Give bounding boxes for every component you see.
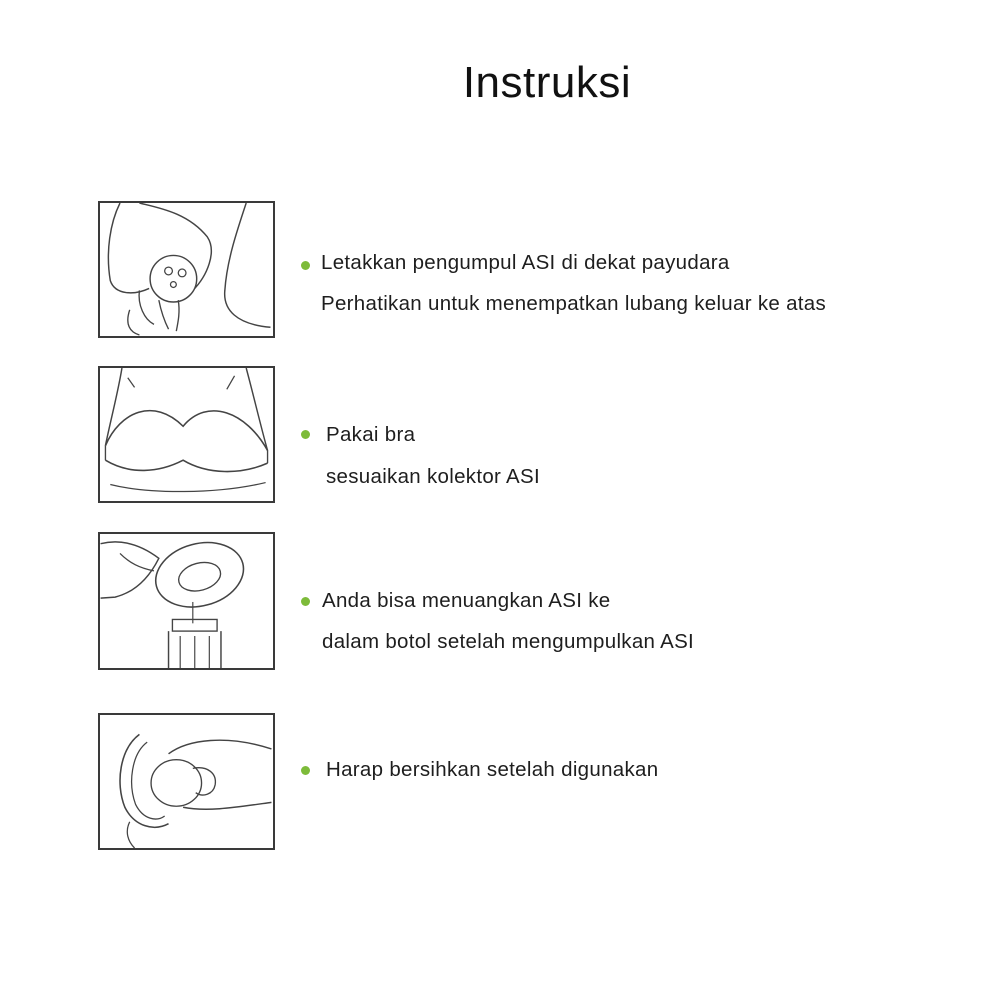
breast-collector-image [100, 203, 273, 336]
step-1-line-1: Letakkan pengumpul ASI di dekat payudara [321, 251, 730, 274]
step-2-line-1: Pakai bra [326, 423, 416, 446]
step-1-illustration [98, 201, 275, 338]
bullet-icon [301, 766, 310, 775]
bullet-icon [301, 261, 310, 270]
cleaning-image [100, 715, 273, 848]
step-4-line-1: Harap bersihkan setelah digunakan [326, 758, 659, 781]
step-1-line-2: Perhatikan untuk menempatkan lubang keluar ke atas [321, 292, 827, 315]
page-title: Instruksi [462, 58, 632, 107]
step-3-illustration [98, 532, 275, 670]
step-2-illustration [98, 366, 275, 503]
bra-image [100, 368, 273, 501]
bullet-icon [301, 597, 310, 606]
step-2-line-2: sesuaikan kolektor ASI [326, 465, 540, 488]
step-3-line-1: Anda bisa menuangkan ASI ke [322, 589, 611, 612]
step-4-illustration [98, 713, 275, 850]
pouring-image [100, 534, 273, 668]
bullet-icon [301, 430, 310, 439]
step-3-line-2: dalam botol setelah mengumpulkan ASI [322, 630, 695, 653]
